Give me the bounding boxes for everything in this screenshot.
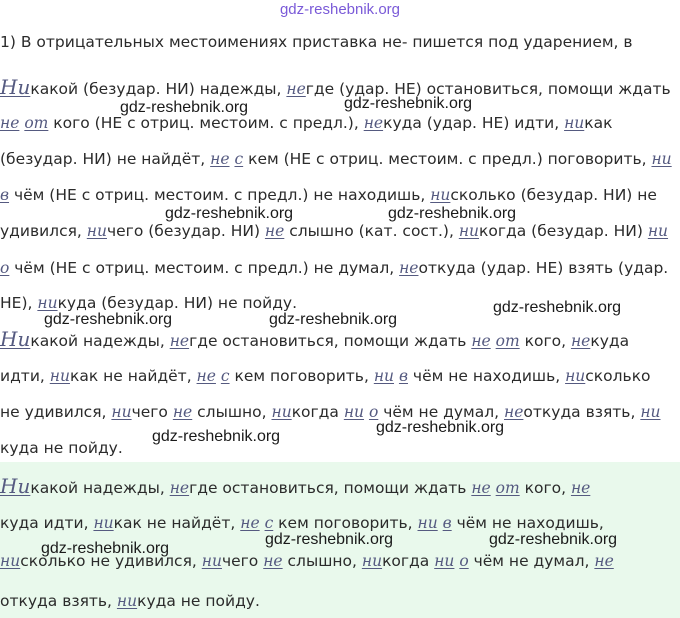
marked-morpheme: в — [398, 367, 408, 385]
text-line — [0, 32, 680, 52]
watermark: gdz-reshebnik.org — [344, 95, 473, 112]
marked-morpheme: о — [459, 552, 469, 570]
text-segment: как — [584, 114, 613, 132]
marked-morpheme: не — [504, 403, 524, 421]
watermark: gdz-reshebnik.org — [120, 99, 249, 116]
text-segment: сколько (безудар. НИ) не — [450, 186, 657, 204]
marked-morpheme: от — [24, 114, 49, 132]
text-segment: 1) В отрицательных местоимениях приставка не- пишется под ударением, в — [0, 33, 633, 51]
marked-morpheme: ни — [647, 222, 669, 240]
text-segment: чём не находишь, — [451, 514, 604, 532]
marked-morpheme: ни — [565, 367, 586, 385]
marked-morpheme: о — [368, 403, 379, 421]
text-segment: где остановиться, помощи ждать — [189, 332, 472, 350]
marked-morpheme: ни — [564, 114, 585, 132]
text-segment: чём не находишь, — [407, 367, 566, 385]
text-segment: чём не думал, — [468, 552, 595, 570]
marked-morpheme: ни — [434, 552, 455, 570]
text-segment: чего — [221, 552, 264, 570]
marked-morpheme: ни — [86, 222, 107, 240]
marked-morpheme: от — [495, 332, 520, 350]
text-segment: чём (НЕ с отриц. местоим. с предл.) не находишь, — [9, 186, 431, 204]
text-line — [0, 591, 680, 611]
text-segment: куда не пойду. — [137, 592, 260, 610]
text-segment: когда — [382, 552, 435, 570]
text-line — [0, 77, 680, 99]
watermark: gdz-reshebnik.org — [493, 299, 622, 316]
text-segment: чём не думал, — [378, 403, 504, 421]
text-segment: какой (безудар. НИ) надежды, — [30, 80, 287, 98]
text-segment: где (удар. НЕ) остановиться, помощи ждать — [305, 80, 671, 98]
marked-morpheme: не — [240, 514, 260, 532]
marked-morpheme: не — [0, 114, 20, 132]
marked-morpheme: ни — [458, 222, 480, 240]
marked-morpheme: от — [495, 479, 520, 497]
watermark: gdz-reshebnik.org — [152, 428, 281, 445]
marked-morpheme: не — [264, 222, 285, 240]
watermark: gdz-reshebnik.org — [265, 531, 394, 548]
text-segment: откуда (удар. НЕ) взять (удар. — [418, 259, 669, 277]
text-segment: сколько — [585, 367, 651, 385]
text-segment: чего — [131, 403, 173, 421]
marked-morpheme: не — [399, 259, 419, 277]
marked-morpheme: не — [570, 332, 591, 350]
text-line — [0, 366, 680, 386]
text-segment: не удивился, — [0, 403, 112, 421]
text-segment: откуда взять, — [523, 403, 641, 421]
marked-morpheme: не — [594, 552, 614, 570]
watermark: gdz-reshebnik.org — [489, 531, 618, 548]
text-segment: удивился, — [0, 222, 87, 240]
marked-morpheme: ни — [93, 514, 114, 532]
text-line — [0, 221, 680, 241]
marked-morpheme: Ни — [0, 329, 31, 351]
text-segment: какой надежды, — [30, 332, 170, 350]
marked-morpheme: в — [0, 186, 10, 204]
marked-morpheme: ни — [0, 552, 21, 570]
text-segment: как не найдёт, — [113, 514, 241, 532]
watermark: gdz-reshebnik.org — [388, 205, 517, 222]
marked-morpheme: не — [169, 479, 190, 497]
text-segment: куда идти, — [0, 514, 94, 532]
text-segment: как не найдёт, — [69, 367, 197, 385]
watermark: gdz-reshebnik.org — [376, 419, 505, 436]
marked-morpheme: с — [220, 367, 230, 385]
text-segment: слышно, — [282, 552, 362, 570]
text-segment: когда (безудар. НИ) — [479, 222, 648, 240]
marked-morpheme: с — [234, 150, 244, 168]
marked-morpheme: не — [286, 80, 306, 98]
text-line — [0, 402, 680, 422]
marked-morpheme: не — [169, 332, 190, 350]
marked-morpheme: ни — [49, 367, 70, 385]
marked-morpheme: ни — [116, 592, 138, 610]
text-line — [0, 149, 680, 169]
text-segment: откуда взять, — [0, 592, 117, 610]
text-segment: куда (безудар. НИ) не пойду. — [57, 294, 298, 312]
text-line — [0, 438, 680, 458]
text-segment: кого, — [519, 332, 571, 350]
text-line — [0, 258, 680, 278]
marked-morpheme: ни — [640, 403, 661, 421]
marked-morpheme: ни — [361, 552, 383, 570]
marked-morpheme: с — [264, 514, 274, 532]
marked-morpheme: Ни — [0, 77, 31, 99]
text-segment: чём (НЕ с отриц. местоим. с предл.) не думал, — [9, 259, 400, 277]
text-line — [0, 513, 680, 533]
marked-morpheme: ни — [430, 186, 451, 204]
marked-morpheme: не — [570, 479, 591, 497]
text-segment: НЕ), — [0, 294, 38, 312]
marked-morpheme: не — [196, 367, 216, 385]
text-segment: кого, — [519, 479, 571, 497]
marked-morpheme: не — [263, 552, 283, 570]
watermark: gdz-reshebnik.org — [44, 311, 173, 328]
text-line — [0, 329, 680, 351]
marked-morpheme: ни — [343, 403, 365, 421]
text-segment: когда — [291, 403, 344, 421]
marked-morpheme: не — [210, 150, 230, 168]
marked-morpheme: не — [363, 114, 384, 132]
text-segment: идти, — [0, 367, 50, 385]
text-segment: куда не пойду. — [0, 439, 123, 457]
marked-morpheme: ни — [201, 552, 222, 570]
text-segment: слышно (кат. сост.), — [284, 222, 459, 240]
watermark: gdz-reshebnik.org — [41, 540, 170, 557]
text-segment: где остановиться, помощи ждать — [189, 479, 472, 497]
text-line — [0, 113, 680, 133]
text-segment: кем (НЕ с отриц. местоим. с предл.) поговорить, — [243, 150, 652, 168]
text-segment: кем поговорить, — [273, 514, 418, 532]
text-segment: чего (безудар. НИ) — [106, 222, 265, 240]
text-segment: слышно, — [192, 403, 272, 421]
marked-morpheme: ни — [37, 294, 58, 312]
text-line — [0, 476, 680, 498]
marked-morpheme: не — [172, 403, 193, 421]
text-segment: кого (НЕ с отриц. местоим. с предл.), — [48, 114, 364, 132]
text-segment: (безудар. НИ) не найдёт, — [0, 150, 211, 168]
text-segment: какой надежды, — [30, 479, 170, 497]
text-segment: кем поговорить, — [229, 367, 374, 385]
marked-morpheme: не — [471, 332, 491, 350]
text-line — [0, 185, 680, 205]
text-segment: сколько не удивился, — [20, 552, 202, 570]
top-watermark: gdz-reshebnik.org — [279, 1, 401, 18]
marked-morpheme: ни — [651, 150, 672, 168]
marked-morpheme: Ни — [0, 476, 31, 498]
text-segment: куда (удар. НЕ) идти, — [383, 114, 565, 132]
watermark: gdz-reshebnik.org — [165, 205, 294, 222]
marked-morpheme: в — [442, 514, 452, 532]
marked-morpheme: не — [471, 479, 491, 497]
marked-morpheme: о — [0, 259, 10, 277]
marked-morpheme: ни — [111, 403, 132, 421]
text-segment: куда — [590, 332, 630, 350]
marked-morpheme: ни — [417, 514, 438, 532]
watermark: gdz-reshebnik.org — [269, 311, 398, 328]
marked-morpheme: ни — [373, 367, 395, 385]
marked-morpheme: ни — [271, 403, 292, 421]
